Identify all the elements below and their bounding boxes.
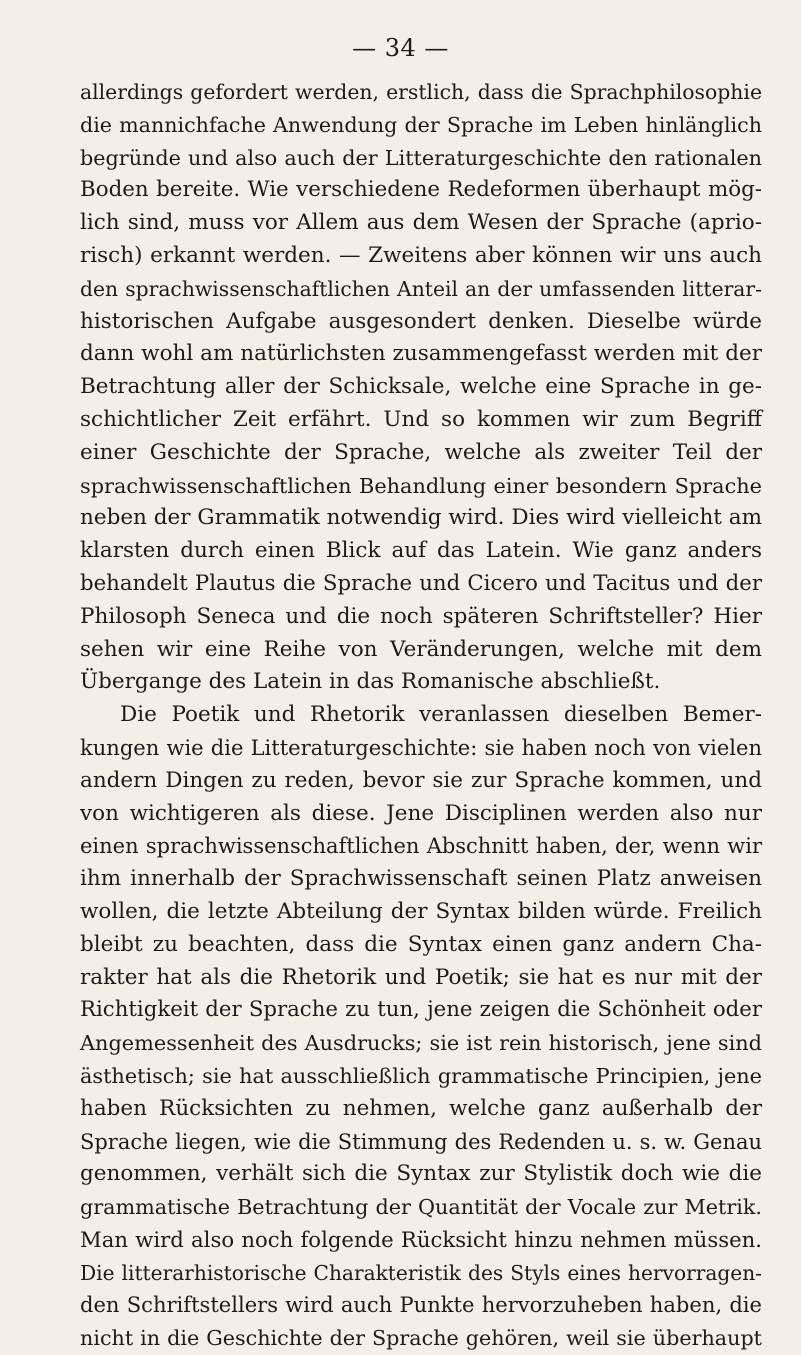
text-line: Philosoph Seneca und die noch späteren Schriftsteller? Hier [80, 603, 762, 629]
text-line: nicht in die Geschichte der Sprache gehören, weil sie überhaupt [80, 1326, 762, 1351]
text-line: Übergange des Latein in das Romanische abschließt. [80, 669, 661, 695]
text-line: wollen, die letzte Abteilung der Syntax bilden würde. Freilich [80, 898, 762, 924]
text-line: haben Rücksichten zu nehmen, welche ganz außerhalb der [80, 1095, 762, 1121]
text-line: klarsten durch einen Blick auf das Latein. Wie ganz anders [80, 538, 762, 564]
body-text [80, 76, 762, 1355]
text-line: sehen wir eine Reihe von Veränderungen, welche mit dem [80, 636, 762, 662]
text-line: von wichtigeren als diese. Jene Disciplinen werden also nur [80, 800, 762, 826]
text-line: schichtlicher Zeit erfährt. Und so kommen wir zum Begriff [80, 406, 762, 432]
text-line: sprachwissenschaftlichen Behandlung einer besondern Sprache [80, 473, 762, 498]
text-line: Boden bereite. Wie verschiedene Redeformen überhaupt mög- [80, 177, 762, 203]
paragraph-1 [80, 76, 762, 699]
text-line: grammatische Betrachtung der Quantität der Vocale zur Metrik. [80, 1195, 762, 1220]
page-number: — 34 — [352, 34, 449, 62]
text-line: Betrachtung aller der Schicksale, welche eine Sprache in ge- [80, 374, 762, 400]
text-line: allerdings gefordert werden, erstlich, dass die Sprachphilosophie [80, 80, 762, 104]
text-line: begründe und also auch der Litteraturgeschichte den rationalen [80, 145, 762, 170]
text-line: kungen wie die Litteraturgeschichte: sie haben noch von vielen [80, 734, 762, 760]
text-line: risch) erkannt werden. — Zweitens aber können wir uns auch [80, 242, 762, 268]
paragraph-2 [80, 699, 762, 1355]
text-line: Sprache liegen, wie die Stimmung des Redenden u. s. w. Genau [80, 1129, 762, 1154]
text-line: Richtigkeit der Sprache zu tun, jene zeigen die Schönheit oder [80, 997, 762, 1023]
text-line: ästhetisch; sie hat ausschließlich grammatische Principien, jene [80, 1063, 762, 1088]
text-line: lich sind, muss vor Allem aus dem Wesen der Sprache (aprio- [80, 210, 762, 236]
text-line: andern Dingen zu reden, bevor sie zur Sprache kommen, und [80, 767, 762, 793]
text-line: den Schriftstellers wird auch Punkte hervorzuheben haben, die [80, 1292, 762, 1318]
text-line: neben der Grammatik notwendig wird. Dies wird vielleicht am [80, 505, 762, 531]
text-line: Die litterarhistorische Charakteristik des Styls eines hervorragen- [80, 1260, 762, 1285]
text-line: einen sprachwissenschaftlichen Abschnitt haben, der, wenn wir [80, 834, 762, 859]
text-line: genommen, verhält sich die Syntax zur Stylistik doch wie die [80, 1161, 762, 1187]
text-line: dann wohl am natürlichsten zusammengefasst werden mit der [80, 341, 762, 367]
text-line: Angemessenheit des Ausdrucks; sie ist rein historisch, jene sind [80, 1031, 762, 1056]
text-line: einer Geschichte der Sprache, welche als zweiter Teil der [80, 439, 762, 465]
text-line: die mannichfache Anwendung der Sprache im Leben hinlänglich [80, 112, 762, 137]
text-line: Man wird also noch folgende Rücksicht hinzu nehmen müssen. [80, 1226, 762, 1252]
text-line: behandelt Plautus die Sprache und Cicero und Tacitus und der [80, 570, 762, 596]
text-line: ihm innerhalb der Sprachwissenschaft seinen Platz anweisen [80, 866, 762, 892]
text-line: Die Poetik und Rhetorik veranlassen dieselben Bemer- [120, 702, 762, 728]
text-line: rakter hat als die Rhetorik und Poetik; sie hat es nur mit der [80, 964, 762, 990]
text-line: bleibt zu beachten, dass die Syntax einen ganz andern Cha- [80, 931, 762, 957]
text-line: den sprachwissenschaftlichen Anteil an der umfassenden litterar- [80, 276, 762, 301]
text-line: historischen Aufgabe ausgesondert denken. Dieselbe würde [80, 308, 762, 334]
